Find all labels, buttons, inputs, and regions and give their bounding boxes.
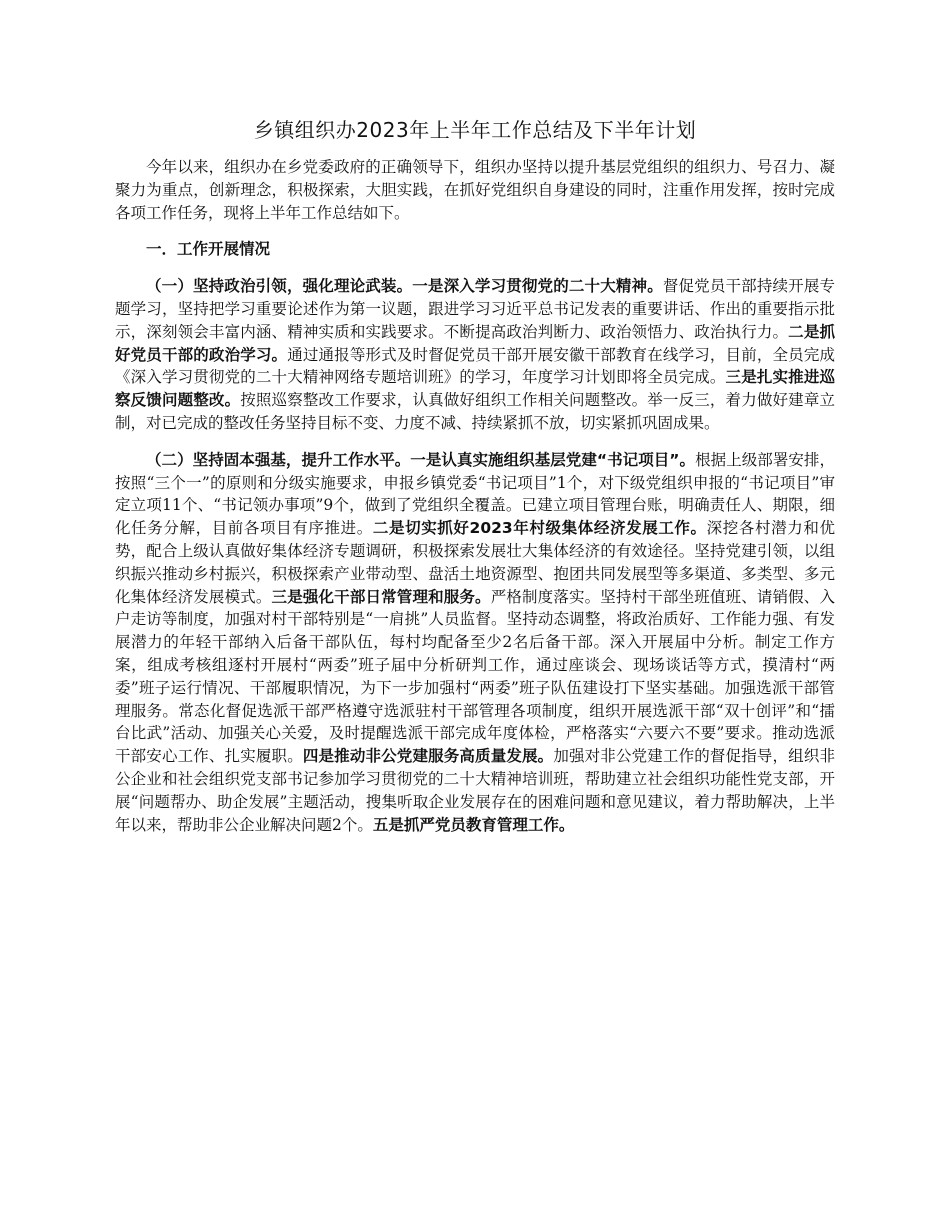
bold-lead: （一）坚持政治引领，强化理论武装。一是深入学习贯彻党的二十大精神。 — [146, 277, 663, 296]
paragraph-text: 严格制度落实。坚持村干部坐班值班、请销假、入户走访等制度，加强对村干部特别是“一肩挑”人员监督。坚持动态调整，将政治质好、工作能力强、有发展潜力的年轻干部纳入后备干部队伍，每村均配备至少2名后备干部。深入开展届中分析。制定工作方案，组成考核组逐村开展村“两委”班子届中分析研判工作，通过座谈会、现场谈话等方式，摸清村“两委”班子运行情况、干部履职情况，为下一步加强村“两委”班子队伍建设打下坚实基础。加强选派干部管理服务。常态化督促选派干部严格遵守选派驻村干部管理各项制度，组织开展选派干部“双十创评”和“擂台比武”活动、加强关心关爱，及时提醒选派干部完成年度体检，严格落实“六要六不要”要求。推动选派干部安心工作、扎实履职。 — [115, 587, 835, 766]
section-heading: 一．工作开展情况 — [146, 240, 271, 259]
paragraph-text: 深挖各村潜力和优势，配合上级认真做好集体经济专题调研，积极探索发展壮大集体经济的有效途径。坚持党建引领，以组织振兴推动乡村振兴，积极探索产业带动型、盘活土地资源型、抱团共同发展型等多渠道、多类型、多元化集体经济发展模式。 — [115, 519, 835, 606]
bold-lead: 三是强化干部日常管理和服务。 — [271, 587, 491, 606]
paragraph-text: 根据上级部署安排，按照“三个一”的原则和分级实施要求，申报乡镇党委“书记项目”1个，对下级党组织申报的“书记项目”审定立项11个、“书记领办事项”9个，做到了党组织全覆盖。已建立项目管理台账，明确责任人、期限，细化任务分解，目前各项目有序推进。 — [115, 450, 835, 538]
bold-lead: 二是抓好党员干部的政治学习。 — [115, 322, 835, 364]
bold-lead: 四是推动非公党建服务高质量发展。 — [302, 747, 554, 766]
paragraph-text: 加强对非公党建工作的督促指导，组织非公企业和社会组织党支部书记参加学习贯彻党的二十大精神培训班，帮助建立社会组织功能性党支部，开展“问题帮办、助企发展”主题活动，搜集听取企业发展存在的困难问题和意见建议，着力帮助解决，上半年以来，帮助非公企业解决问题2个。 — [115, 747, 835, 834]
paragraph-text: 通过通报等形式及时督促党员干部开展安徽干部教育在线学习，目前，全员完成《深入学习贯彻党的二十大精神网络专题培训班》的学习，年度学习计划即将全员完成。 — [115, 345, 835, 387]
bold-lead: 三是扎实推进巡察反馈问题整改。 — [115, 368, 835, 410]
paragraph-political-leadership — [115, 275, 835, 435]
paragraph-text: 督促党员干部持续开展专题学习，坚持把学习重要论述作为第一议题，跟进学习习近平总书记发表的重要讲话、作出的重要指示批示，深刻领会丰富内涵、精神实质和实践要求。不断提高政治判断力、政治领悟力、政治执行力。 — [115, 277, 835, 341]
bold-lead: 二是切实抓好2023年村级集体经济发展工作。 — [372, 519, 707, 538]
intro-paragraph: 今年以来，组织办在乡党委政府的正确领导下，组织办坚持以提升基层党组织的组织力、号召力、凝聚力为重点，创新理念，积极探索，大胆实践，在抓好党组织自身建设的同时，注重作用发挥，按时完成各项工作任务，现将上半年工作总结如下。 — [115, 158, 835, 222]
bold-lead: （二）坚持固本强基，提升工作水平。一是认真实施组织基层党建“书记项目”。 — [146, 450, 696, 469]
spacer — [115, 435, 835, 449]
paragraph-text: 按照巡察整改工作要求，认真做好组织工作相关问题整改。举一反三，着力做好建章立制，对已完成的整改任务坚持目标不变、力度不减、持续紧抓不放，切实紧抓巩固成果。 — [115, 391, 835, 432]
document-body — [115, 156, 835, 836]
spacer — [115, 224, 835, 238]
bold-lead: 五是抓严党员教育管理工作。 — [372, 815, 575, 834]
document-title: 乡镇组织办2023年上半年工作总结及下半年计划 — [253, 118, 697, 142]
spacer — [115, 261, 835, 275]
paragraph-grassroots — [115, 449, 835, 837]
